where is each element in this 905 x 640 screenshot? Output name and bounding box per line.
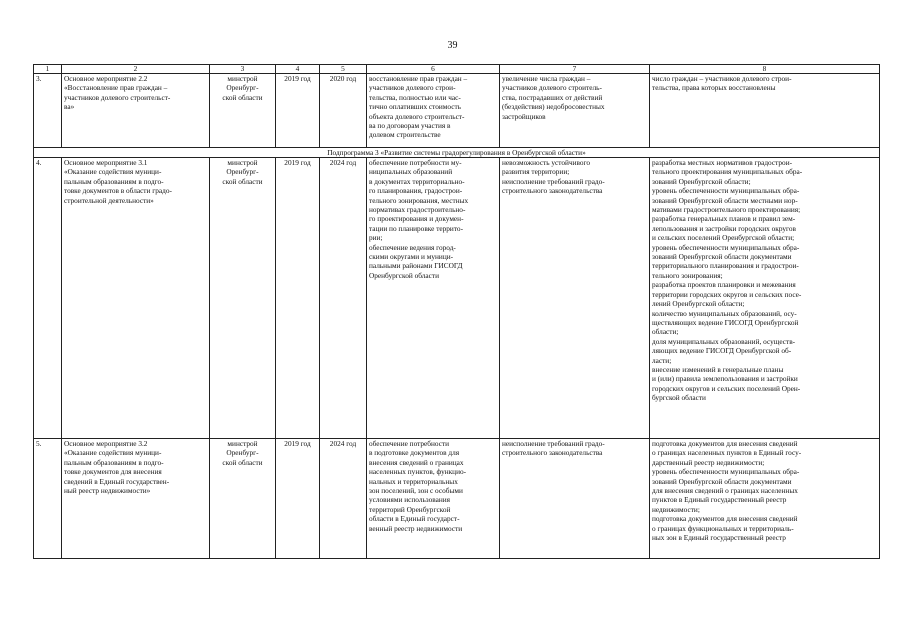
text-line: ный реестр недвижимости»	[64, 486, 151, 496]
text-line: о границах функциональных и территориаль-	[652, 523, 794, 533]
measure-name	[62, 74, 210, 148]
text-line: населенных пунктов, функцио-	[369, 467, 467, 477]
text-line: восстановление прав граждан –	[369, 74, 468, 83]
start-year: 2019 год	[276, 439, 320, 559]
text-line: число граждан – участников долевого строи-	[652, 74, 792, 83]
text-line: внесение изменений в генеральные планы	[652, 364, 784, 374]
text-line: увеличение числа граждан –	[502, 74, 591, 83]
text-line: Основное мероприятие 3.1	[64, 158, 148, 167]
text-line: о границах населенных пунктов в Единый госу-	[652, 448, 802, 458]
text-line: обеспечение потребности	[369, 439, 450, 448]
text-line: и сельских поселений Оренбургской области;	[652, 233, 795, 243]
text-line: пальным образованиям в подго-	[64, 457, 164, 467]
risk	[500, 158, 650, 439]
text-line: долевом строительстве	[369, 130, 441, 140]
column-number: 7	[500, 65, 650, 74]
column-number: 4	[276, 65, 320, 74]
text-line: территории городских округов и сельских посе-	[652, 289, 802, 299]
executor	[210, 74, 276, 148]
text-line: области в Единый государст-	[369, 514, 460, 524]
text-line: области;	[652, 327, 679, 337]
text-line: недвижимости;	[652, 504, 700, 514]
text-line: Основное мероприятие 2.2	[64, 74, 148, 83]
text-line: пальным образованиям в подго-	[64, 176, 164, 186]
text-line: разработка местных нормативов градострои-	[652, 158, 793, 167]
expected-result	[367, 439, 500, 559]
text-line: скими округами и муници-	[369, 252, 454, 262]
row-number: 3.	[34, 74, 62, 148]
text-line: ства, пострадавших от действий	[502, 92, 603, 102]
text-line: тельного проектирования муниципальных обра-	[652, 167, 803, 177]
text-line: пунктов в Единый государственный реестр	[652, 495, 787, 505]
text-line: территорий Оренбургской	[369, 504, 451, 514]
column-number: 8	[650, 65, 880, 74]
text-line: доля муниципальных образований, осуществ-	[652, 336, 796, 346]
text-line: мативами градостроительного проектирования;	[652, 205, 801, 215]
text-line: развития территории;	[502, 167, 570, 177]
text-line: дарственный реестр недвижимости;	[652, 457, 765, 467]
text-line: неисполнение требований градо-	[502, 439, 605, 448]
text-line: рии;	[369, 233, 383, 243]
end-year: 2020 год	[320, 74, 367, 148]
text-line: обеспечение ведения город-	[369, 242, 456, 252]
text-line: «Восстановление прав граждан –	[64, 83, 168, 93]
column-number: 1	[34, 65, 62, 74]
text-line: ва по договорам участия в	[369, 121, 451, 131]
text-line: разработка генеральных планов и правил зем-	[652, 214, 796, 224]
text-line: строительной деятельности»	[64, 195, 154, 205]
measures-table	[33, 64, 880, 559]
text-line: нормативах градостроительно-	[369, 205, 466, 215]
text-line: строительного законодательства	[502, 448, 603, 458]
column-number: 5	[320, 65, 367, 74]
text-line: для внесения сведений о границах населенных	[652, 486, 798, 496]
text-line: условиями использования	[369, 495, 451, 505]
start-year: 2019 год	[276, 158, 320, 439]
indicator	[650, 439, 880, 559]
text-line: «Оказание содействия муници-	[64, 167, 162, 177]
text-line: участников долевого строитель-	[502, 83, 602, 93]
text-line: зон поселений, зон с особыми	[369, 486, 463, 496]
text-line: внесения сведений о границах	[369, 457, 464, 467]
text-line: минстрой	[227, 74, 258, 83]
text-line: ласти;	[652, 355, 672, 365]
text-line: го планирования, градострои-	[369, 186, 463, 196]
text-line: участников долевого строи-	[369, 83, 456, 93]
expected-result	[367, 158, 500, 439]
text-line: тельства, права которых восстановлены	[652, 83, 776, 93]
row-number: 5.	[34, 439, 62, 559]
start-year: 2019 год	[276, 74, 320, 148]
subprogram-title: Подпрограмма 3 «Развитие системы градорегулирования в Оренбургской области»	[34, 148, 880, 158]
table-row	[34, 439, 880, 559]
text-line: ской области	[222, 457, 263, 467]
text-line: территориального планирования и градострои-	[652, 261, 799, 271]
risk	[500, 74, 650, 148]
text-line: количество муниципальных образований, осу-	[652, 308, 797, 318]
end-year: 2024 год	[320, 439, 367, 559]
column-number-row	[34, 65, 880, 74]
text-line: бургской области	[652, 393, 706, 403]
text-line: ных зон в Единый государственный реестр	[652, 533, 786, 543]
text-line: и (или) правила землепользования и застройки	[652, 374, 798, 384]
text-line: неисполнение требований градо-	[502, 176, 605, 186]
page-number: 39	[447, 40, 458, 51]
executor	[210, 439, 276, 559]
text-line: венный реестр недвижимости	[369, 523, 463, 533]
column-number: 3	[210, 65, 276, 74]
text-line: лепользования и застройки городских округов	[652, 223, 796, 233]
text-line: зований Оренбургской области документами	[652, 252, 792, 262]
text-line: в подготовке документов для	[369, 448, 460, 458]
text-line: участников долевого строительст-	[64, 92, 171, 102]
text-line: товке документов в области градо-	[64, 186, 172, 196]
text-line: го проектирования и докумен-	[369, 214, 464, 224]
subprogram-row	[34, 148, 880, 158]
text-line: Оренбург-	[226, 83, 259, 93]
text-line: объекта долевого строительст-	[369, 111, 465, 121]
text-line: сведений в Единый государствен-	[64, 476, 170, 486]
executor	[210, 158, 276, 439]
text-line: тично оплативших стоимость	[369, 102, 462, 112]
text-line: ской области	[222, 92, 263, 102]
text-line: застройщиков	[502, 111, 546, 121]
table-row	[34, 74, 880, 148]
text-line: пальными районами ГИСОГД	[369, 261, 463, 271]
text-line: нальных и территориальных	[369, 476, 458, 486]
text-line: тельного зонирования;	[652, 270, 723, 280]
text-line: зований Оренбургской области;	[652, 176, 751, 186]
text-line: зований Оренбургской области документами	[652, 476, 792, 486]
text-line: подготовка документов для внесения сведений	[652, 439, 798, 448]
text-line: разработка проектов планировки и межевания	[652, 280, 796, 290]
column-number: 2	[62, 65, 210, 74]
indicator	[650, 158, 880, 439]
text-line: Оренбург-	[226, 167, 259, 177]
text-line: минстрой	[227, 158, 258, 167]
text-line: товке документов для внесения	[64, 467, 162, 477]
text-line: городских округов и сельских поселений Орен-	[652, 383, 801, 393]
text-line: тельства, полностью или час-	[369, 92, 461, 102]
row-number: 4.	[34, 158, 62, 439]
text-line: Оренбургской области	[369, 270, 439, 280]
text-line: тации по планировке террито-	[369, 223, 463, 233]
text-line: ществляющих ведение ГИСОГД Оренбургской	[652, 317, 799, 327]
text-line: уровень обеспеченности муниципальных обра-	[652, 467, 800, 477]
indicator	[650, 74, 880, 148]
text-line: в документах территориально-	[369, 176, 465, 186]
text-line: уровень обеспеченности муниципальных обра-	[652, 242, 800, 252]
expected-result	[367, 74, 500, 148]
text-line: невозможность устойчивого	[502, 158, 591, 167]
text-line: строительного законодательства	[502, 186, 603, 196]
text-line: зований Оренбургской области местными нор-	[652, 195, 798, 205]
text-line: лений Оренбургской области;	[652, 299, 745, 309]
text-line: «Оказание содействия муници-	[64, 448, 162, 458]
text-line: ва»	[64, 102, 75, 112]
text-line: уровень обеспеченности муниципальных обра-	[652, 186, 800, 196]
text-line: Оренбург-	[226, 448, 259, 458]
risk	[500, 439, 650, 559]
text-line: ской области	[222, 176, 263, 186]
end-year: 2024 год	[320, 158, 367, 439]
text-line: подготовка документов для внесения сведений	[652, 514, 798, 524]
text-line: ниципальных образований	[369, 167, 453, 177]
text-line: (бездействия) недобросовестных	[502, 102, 605, 112]
measure-name	[62, 439, 210, 559]
measure-name	[62, 158, 210, 439]
column-number: 6	[367, 65, 500, 74]
text-line: обеспечение потребности му-	[369, 158, 462, 167]
table-row	[34, 158, 880, 439]
text-line: ляющих ведение ГИСОГД Оренбургской об-	[652, 346, 792, 356]
text-line: тельного зонирования, местных	[369, 195, 469, 205]
text-line: Основное мероприятие 3.2	[64, 439, 148, 448]
text-line: минстрой	[227, 439, 258, 448]
